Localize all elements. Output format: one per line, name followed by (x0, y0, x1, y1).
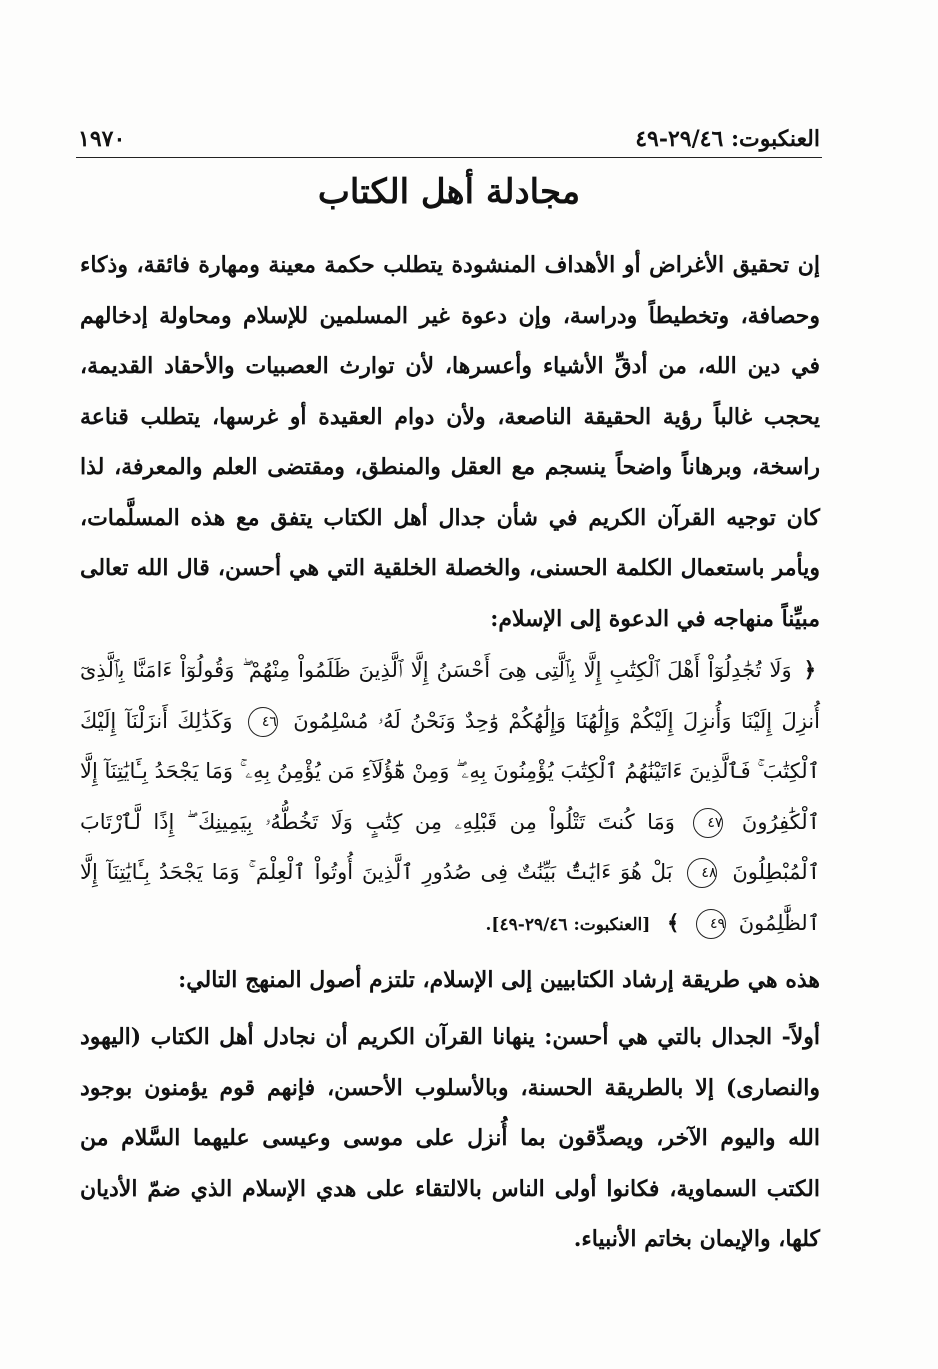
intro-paragraph (80, 240, 820, 644)
paragraph-text: إن تحقيق الأغراض أو الأهداف المنشودة يتطلب حكمة معينة ومهارة فائقة، وذكاء وحصافة، وتخطيطاً ودراسة، وإن دعوة غير المسلمين للإسلام ومحاولة إدخالهم في دين الله، من أدقِّ الأشياء وأعسرها، لأن توارث العصبيات والأحقاد القديمة، يحجب غالباً رؤية الحقيقة الناصعة، ولأن دوام العقيدة أو غرسها، يتطلب قناعة راسخة، وبرهاناً واضحاً ينسجم مع العقل والمنطق، ومقتضى العلم والمعرفة، لذا كان توجيه القرآن الكريم في شأن جدال أهل الكتاب يتفق مع هذه المسلَّمات، ويأمر باستعمال الكلمة الحسنى، والخصلة الخلقية التي هي أحسن، قال الله تعالى مبيِّناً منهاجه في الدعوة إلى الإسلام: (80, 252, 820, 632)
ayah-number-48: ٤٨ (687, 858, 717, 888)
verse-49: بَلْ هُوَ ءَايَٰتٌۢ بَيِّنَٰتٌ فِى صُدُورِ ٱلَّذِينَ أُوتُواْ ٱلْعِلْمَ ۚ وَمَا يَجْحَدُ بِـَٔايَٰتِنَآ إِلَّا ٱلظَّٰلِمُونَ (80, 860, 820, 935)
quran-close-bracket: ﴾ (667, 910, 680, 935)
method-intro-line (80, 955, 820, 1006)
point-one-text (80, 1012, 820, 1265)
verse-46: وَلَا تُجَٰدِلُوٓاْ أَهْلَ ٱلْكِتَٰبِ إِلَّا بِٱلَّتِى هِىَ أَحْسَنُ إِلَّا ٱلَّذِينَ ظَلَمُواْ مِنْهُمْ ۖ وَقُولُوٓاْ ءَامَنَّا بِٱلَّذِىٓ أُنزِلَ إِلَيْنَا وَأُنزِلَ إِلَيْكُمْ وَإِلَٰهُنَا وَإِلَٰهُكُمْ وَٰحِدٌ وَنَحْنُ لَهُۥ مُسْلِمُونَ (80, 658, 820, 733)
quran-citation: [العنكبوت: ٢٩/٤٦-٤٩]. (485, 914, 651, 935)
point-one-body: الجدال بالتي هي أحسن: ينهانا القرآن الكريم أن نجادل أهل الكتاب (اليهود والنصارى) إلا بالطريقة الحسنة، وبالأسلوب الأحسن، فإنهم قوم يؤمنون بوجود الله واليوم الآخر، ويصدِّقون بما أُنزل على موسى وعيسى عليهما السَّلام من الكتب السماوية، فكانوا أولى الناس بالالتقاء على هدي الإسلام الذي ضمّ الأديان كلها، والإيمان بخاتم الأنبياء. (80, 1024, 820, 1252)
ayah-number-49: ٤٩ (696, 909, 726, 939)
quran-quote (80, 645, 820, 950)
section-title: مجادلة أهل الكتاب (317, 172, 581, 212)
running-header (78, 118, 820, 152)
ayah-number-46: ٤٦ (248, 707, 278, 737)
verse-47: وَكَذَٰلِكَ أَنزَلْنَآ إِلَيْكَ ٱلْكِتَٰبَ ۚ فَٱلَّذِينَ ءَاتَيْنَٰهُمُ ٱلْكِتَٰبَ يُؤْمِنُونَ بِهِۦ ۖ وَمِنْ هَٰٓؤُلَآءِ مَن يُؤْمِنُ بِهِۦ ۚ وَمَا يَجْحَدُ بِـَٔايَٰتِنَآ إِلَّا ٱلْكَٰفِرُونَ (80, 708, 820, 834)
verse-48: وَمَا كُنتَ تَتْلُواْ مِن قَبْلِهِۦ مِن كِتَٰبٍ وَلَا تَخُطُّهُۥ بِيَمِينِكَ ۖ إِذًا لَّٱرْتَابَ ٱلْمُبْطِلُونَ (80, 809, 821, 884)
page-number: ١٩٧٠ (78, 126, 126, 152)
header-rule (76, 157, 822, 158)
quran-text (80, 645, 820, 950)
quran-open-bracket: ﴿ (803, 658, 816, 682)
ayah-number-47: ٤٧ (693, 808, 723, 838)
intro-line-text: هذه هي طريقة إرشاد الكتابيين إلى الإسلام، تلتزم أصول المنهج التالي: (178, 967, 820, 993)
point-one-paragraph (80, 1012, 820, 1265)
chapter-reference: العنكبوت: ٢٩/٤٦-٤٩ (635, 126, 820, 152)
point-one-label: أولاً- (781, 1024, 820, 1050)
